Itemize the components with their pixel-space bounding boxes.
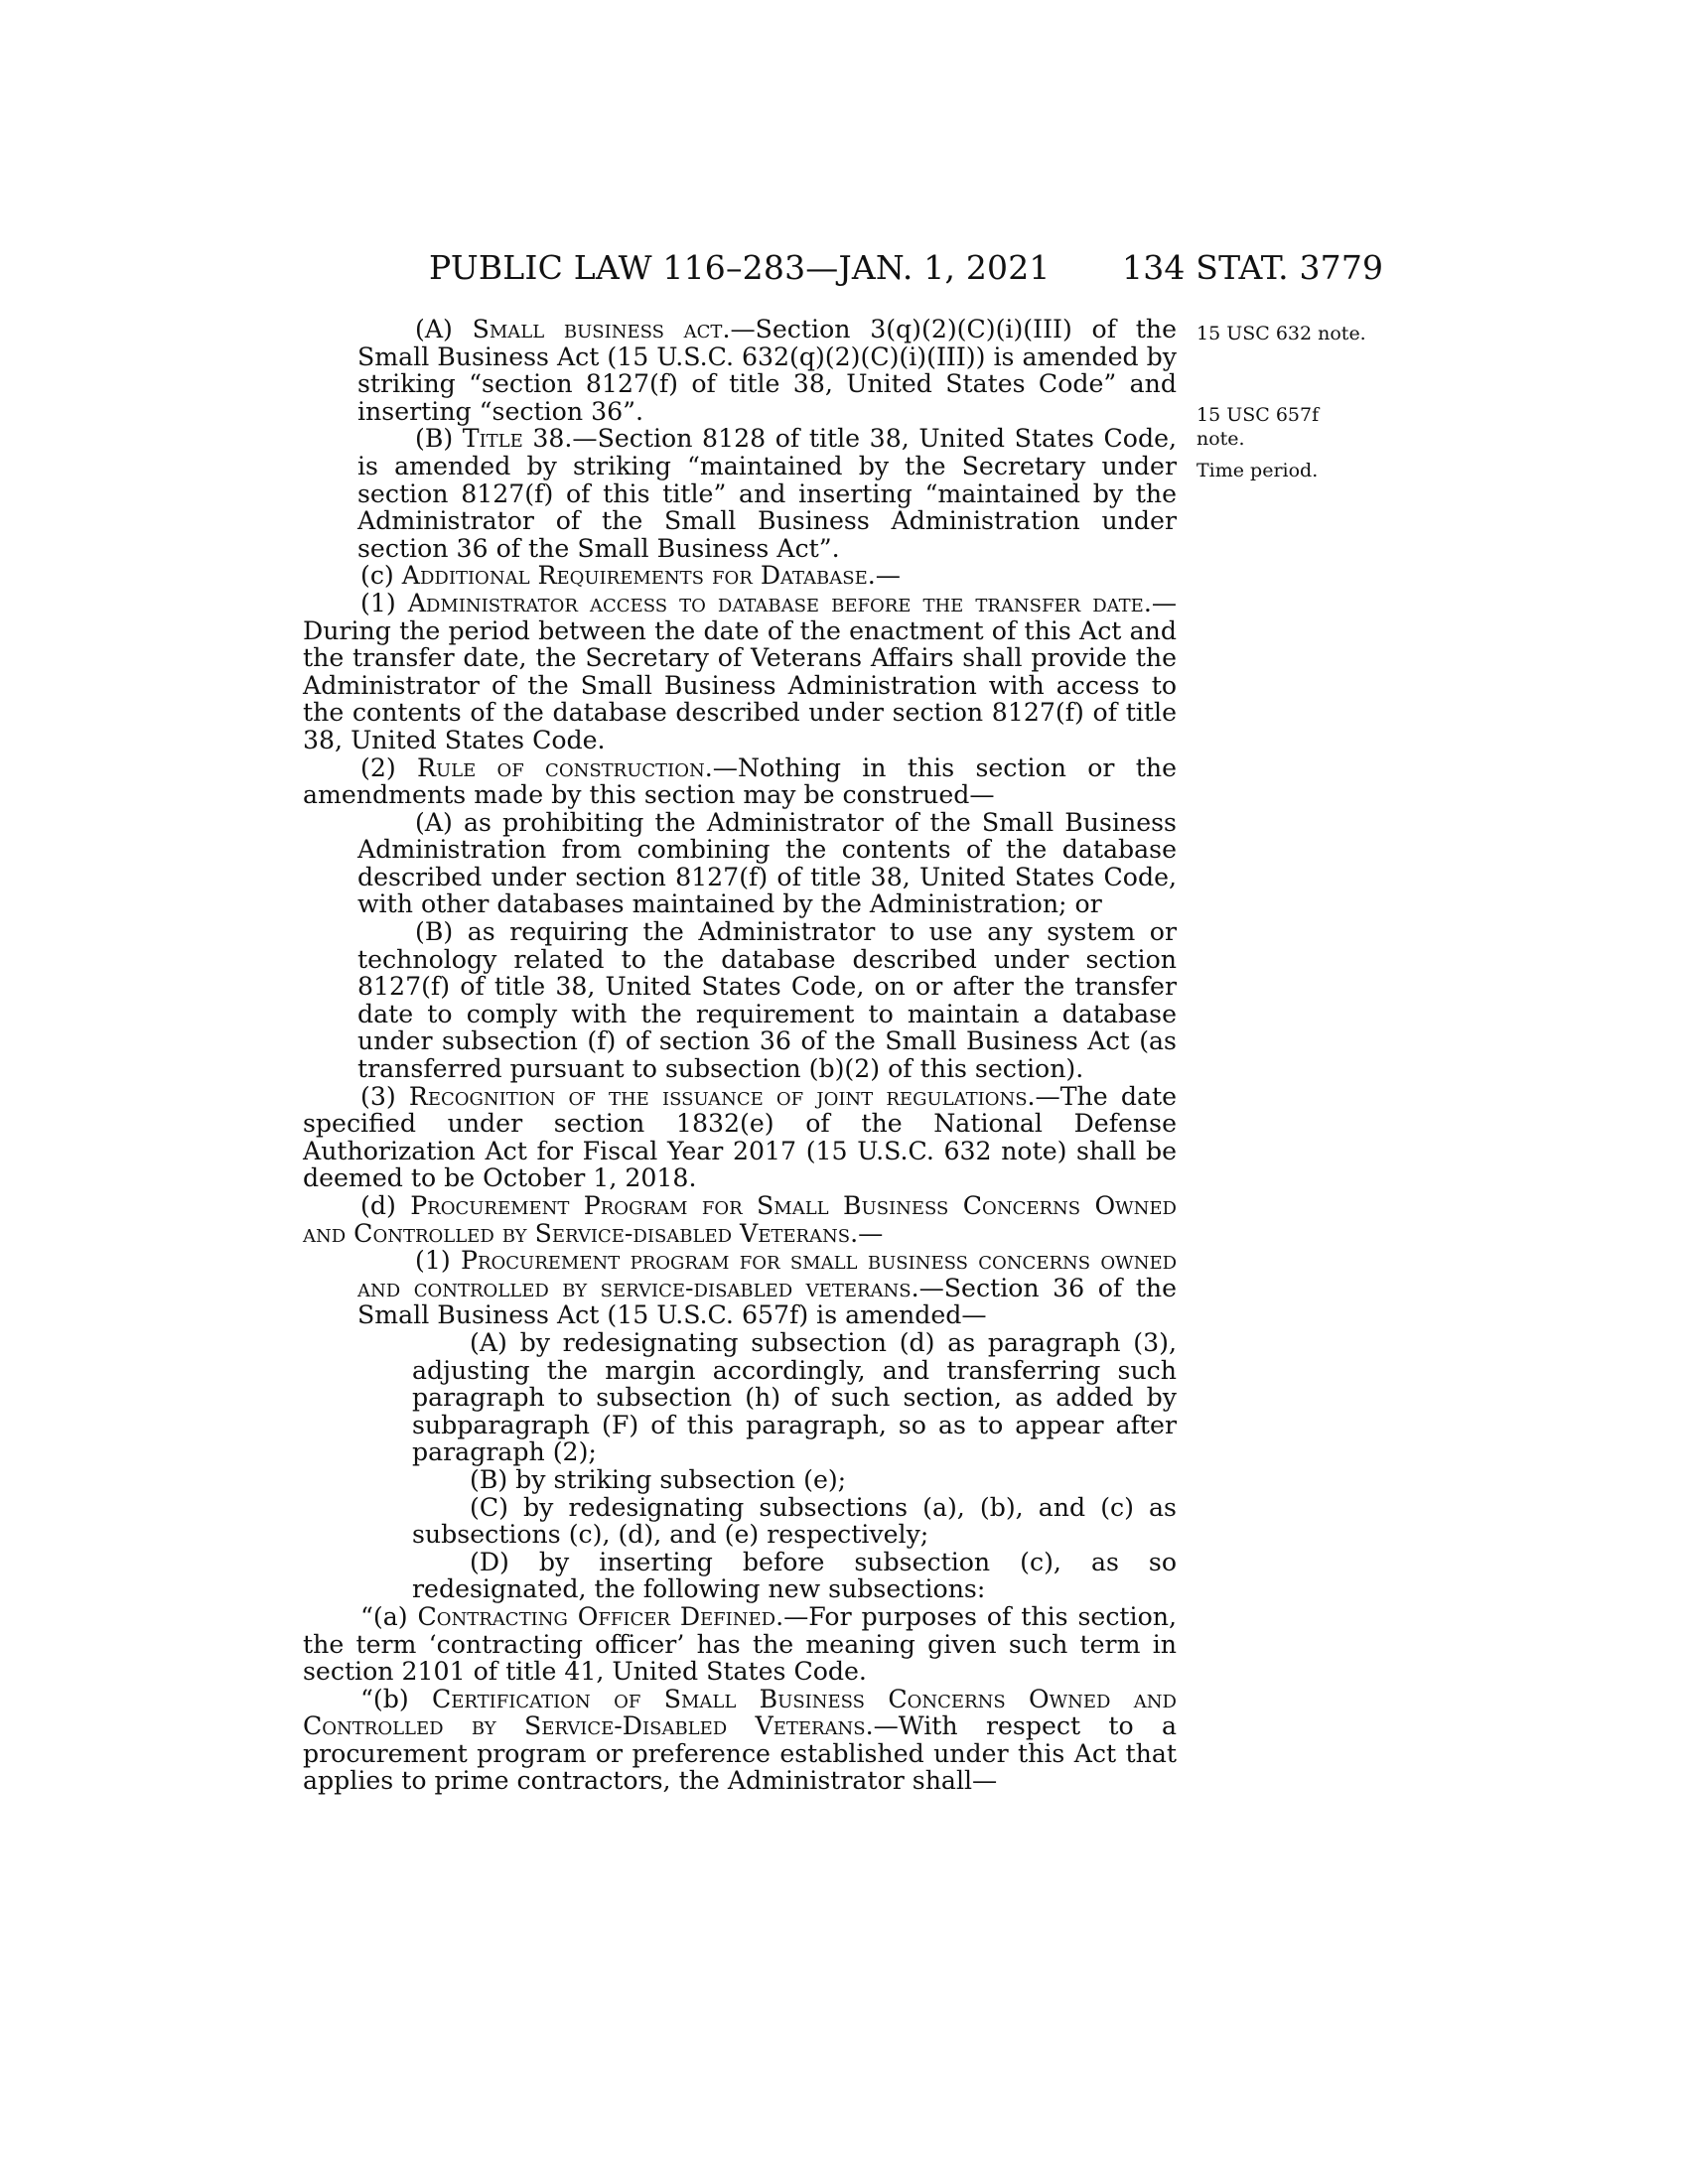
body-text — [303, 316, 1177, 1795]
paragraph: (d) Procurement Program for Small Business Concerns Owned and Controlled by Service-disabled Veterans.— — [303, 1191, 1177, 1248]
paragraph: (1) Procurement program for small business concerns owned and controlled by service-disabled veterans.—Section 36 of the Small Business Act (15 U.S.C. 657f) is amended— — [357, 1246, 1178, 1330]
paragraph: (A) by redesignating subsection (d) as paragraph (3), adjusting the margin accordingly, and transferring such paragraph to subsection (h) of such section, as added by subparagraph (F) of this paragraph, so as to appear after paragraph (2); — [412, 1327, 1177, 1467]
paragraph: (1) Administrator access to database before the transfer date.—During the period between the date of the enactment of this Act and the transfer date, the Secretary of Veterans Affairs shall provide the Administrator of the Small Business Administration with access to the contents of the database described under section 8127(f) of title 38, United States Code. — [303, 588, 1178, 754]
paragraph: (2) Rule of construction.—Nothing in this section or the amendments made by this section may be construed— — [303, 752, 1177, 810]
paragraph: (3) Recognition of the issuance of joint regulations.—The date specified under section 1832(e) of the National Defense Authorization Act for Fiscal Year 2017 (15 U.S.C. 632 note) shall be deemed to be October 1, 2018. — [303, 1081, 1178, 1193]
paragraph: “(a) Contracting Officer Defined.—For purposes of this section, the term ‘contracting officer’ has the meaning given such term in section 2101 of title 41, United States Code. — [303, 1601, 1177, 1687]
paragraph: (B) by striking subsection (e); — [470, 1464, 847, 1494]
running-head-title: PUBLIC LAW 116–283—JAN. 1, 2021 — [429, 248, 1051, 287]
paragraph: (A) as prohibiting the Administrator of the Small Business Administration from combining the contents of the database described under section 8127(f) of title 38, United States Code, with other databases maintained by the Administration; or — [357, 807, 1177, 919]
paragraph: (c) Additional Requirements for Database.— — [360, 561, 901, 591]
paragraph: (B) as requiring the Administrator to use any system or technology related to the database described under section 8127(f) of title 38, United States Code, on or after the transfer date to comply with the requirement to maintain a database under subsection (f) of section 36 of the Small Business Act (as transferred pursuant to subsection (b)(2) of this section). — [357, 917, 1177, 1084]
margin-note: 15 USC 657f — [1196, 404, 1320, 426]
margin-note: note. — [1196, 428, 1245, 450]
margin-note: 15 USC 632 note. — [1196, 323, 1366, 344]
paragraph: (A) Small business act.—Section 3(q)(2)(C)(i)(III) of the Small Business Act (15 U.S.C. 632(q)(2)(C)(i)(III)) is amended by striking “section 8127(f) of title 38, United States Code” and inserting “section 36”. — [357, 315, 1177, 426]
margin-note: Time period. — [1196, 460, 1319, 481]
paragraph: (B) Title 38.—Section 8128 of title 38, United States Code, is amended by striking “maintained by the Secretary under section 8127(f) of this title” and inserting “maintained by the Administrator of the Small Business Administration under section 36 of the Small Business Act”. — [357, 424, 1177, 563]
statute-page-number: 134 STAT. 3779 — [1122, 248, 1384, 287]
paragraph: (D) by inserting before subsection (c), as so redesignated, the following new subsections: — [412, 1547, 1177, 1604]
paragraph: (C) by redesignating subsections (a), (b), and (c) as subsections (c), (d), and (e) respectively; — [412, 1492, 1177, 1550]
paragraph: “(b) Certification of Small Business Concerns Owned and Controlled by Service-Disabled Veterans.—With respect to a procurement program or preference established under this Act that applies to prime contractors, the Administrator shall— — [303, 1684, 1177, 1796]
